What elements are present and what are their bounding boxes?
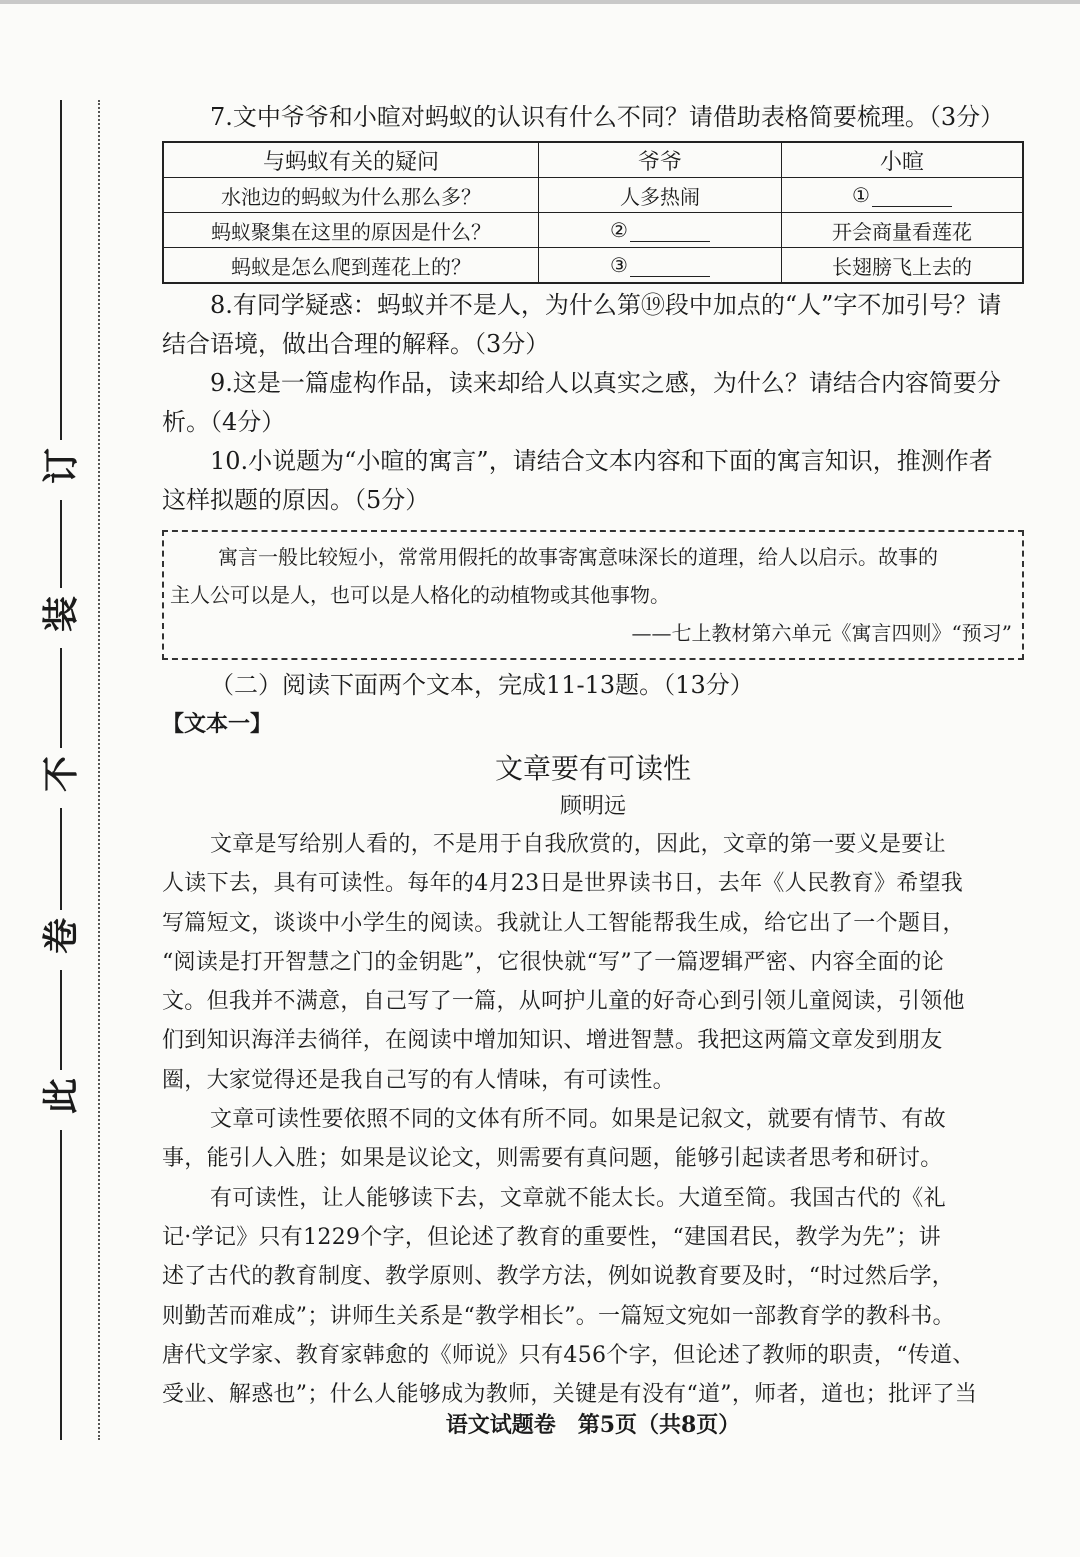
cell-yeye-blank[interactable] (539, 213, 782, 248)
blank-number: ② (610, 218, 628, 242)
article-body (162, 825, 1024, 1414)
binding-char: 装 (41, 595, 82, 632)
q7-prompt: 7.文中爷爷和小暄对蚂蚁的认识有什么不同？请借助表格简要梳理。（3分） (210, 103, 1005, 131)
fable-line2: 主人公可以是人，也可以是人格化的动植物或其他事物。 (170, 583, 670, 607)
cell-yeye-blank[interactable] (539, 248, 782, 284)
text-one-label: 【文本一】 (162, 712, 273, 737)
binding-char: 订 (41, 447, 82, 484)
table-row (163, 248, 1023, 284)
table-row (163, 178, 1023, 213)
body-line: 记·学记》只有1229个字，但论述了教育的重要性，“建国君民，教学为先”；讲 (162, 1224, 941, 1250)
article-title: 文章要有可读性 (494, 752, 691, 785)
q8-line1: 8.有同学疑惑：蚂蚁并不是人，为什么第⑲段中加点的“人”字不加引号？请 (210, 291, 1002, 319)
body-line: “阅读是打开智慧之门的金钥匙”，它很快就“写”了一篇逻辑严密、内容全面的论 (162, 949, 945, 975)
blank-number: ① (852, 183, 870, 207)
body-line: 文。但我并不满意，自己写了一篇，从呵护儿童的好奇心到引领儿童阅读，引领他 (162, 989, 965, 1015)
section2-heading: （二）阅读下面两个文本，完成11-13题。（13分） (210, 671, 754, 699)
answer-blank[interactable] (872, 186, 952, 207)
body-line: 事，能引人入胜；如果是议论文，则需要有真问题，能够引起读者思考和研讨。 (162, 1146, 943, 1172)
body-line: 们到知识海洋去徜徉，在阅读中增加知识、增进智慧。我把这两篇文章发到朋友 (162, 1028, 943, 1054)
q10-line2: 这样拟题的原因。（5分） (162, 486, 430, 514)
cell-xiaoxuan: 开会商量看莲花 (782, 213, 1024, 248)
q10-line1: 10.小说题为“小暄的寓言”，请结合文本内容和下面的寓言知识，推测作者 (210, 447, 993, 475)
binding-char: 不 (41, 755, 82, 792)
binding-line-top (60, 100, 62, 440)
dotted-cut-line (98, 100, 100, 1440)
body-line: 述了古代的教育制度、教学原则、教学方法，例如说教育要及时，“时过然后学， (162, 1264, 955, 1290)
binding-line (60, 970, 62, 1070)
fable-knowledge-box (162, 530, 1024, 660)
cell-question: 蚂蚁聚集在这里的原因是什么？ (163, 213, 539, 248)
body-line: 人读下去，具有可读性。每年的4月23日是世界读书日，去年《人民教育》希望我 (162, 871, 964, 897)
header-yeye: 爷爷 (539, 142, 782, 178)
q8-line2: 结合语境，做出合理的解释。（3分） (162, 330, 550, 358)
article-author: 顾明远 (559, 794, 626, 819)
binding-line (60, 808, 62, 910)
binding-line (60, 648, 62, 748)
page-top-edge (0, 0, 1080, 4)
page-footer: 语文试题卷 第5页（共8页） (445, 1412, 741, 1438)
header-xiaoxuan: 小暄 (782, 142, 1024, 178)
answer-blank[interactable] (630, 221, 710, 242)
cell-yeye: 人多热闹 (539, 178, 782, 213)
fable-source: ——七上教材第六单元《寓言四则》“预习” (631, 621, 1012, 645)
body-line: 文章可读性要依照不同的文体有所不同。如果是记叙文，就要有情节、有故 (210, 1107, 946, 1133)
cell-xiaoxuan-blank[interactable] (782, 178, 1024, 213)
binding-line-bottom (60, 1130, 62, 1440)
fable-line1: 寓言一般比较短小，常常用假托的故事寄寓意味深长的道理，给人以启示。故事的 (218, 545, 938, 569)
body-line: 唐代文学家、教育家韩愈的《师说》只有456个字，但论述了教师的职责，“传道、 (162, 1342, 975, 1368)
blank-number: ③ (610, 253, 628, 277)
body-line: 有可读性，让人能够读下去，文章就不能太长。大道至简。我国古代的《礼 (210, 1185, 946, 1211)
q7-table-header (163, 142, 1023, 178)
binding-char: 卷 (41, 917, 82, 954)
header-question: 与蚂蚁有关的疑问 (163, 142, 539, 178)
body-line: 受业、解惑也”；什么人能够成为教师，关键是有没有“道”，师者，道也；批评了当 (162, 1382, 978, 1408)
cell-xiaoxuan: 长翅膀飞上去的 (782, 248, 1024, 284)
body-line: 则勤苦而难成”；讲师生关系是“教学相长”。一篇短文宛如一部教育学的教科书。 (162, 1303, 955, 1329)
body-line: 圈，大家觉得还是我自己写的有人情味，有可读性。 (162, 1067, 675, 1093)
body-line: 文章是写给别人看的，不是用于自我欣赏的，因此，文章的第一要义是要让 (210, 832, 946, 857)
binding-char: 此 (41, 1077, 82, 1114)
q9-line2: 析。（4分） (162, 408, 286, 436)
body-line: 写篇短文，谈谈中小学生的阅读。我就让人工智能帮我生成，给它出了一个题目， (162, 910, 965, 936)
binding-line (60, 500, 62, 588)
cell-question: 水池边的蚂蚁为什么那么多？ (163, 178, 539, 213)
page-content (162, 98, 1024, 1414)
answer-blank[interactable] (630, 256, 710, 277)
cell-question: 蚂蚁是怎么爬到莲花上的？ (163, 248, 539, 284)
table-row (163, 213, 1023, 248)
q9-line1: 9.这是一篇虚构作品，读来却给人以真实之感，为什么？请结合内容简要分 (210, 369, 1001, 397)
q7-table (162, 141, 1024, 284)
